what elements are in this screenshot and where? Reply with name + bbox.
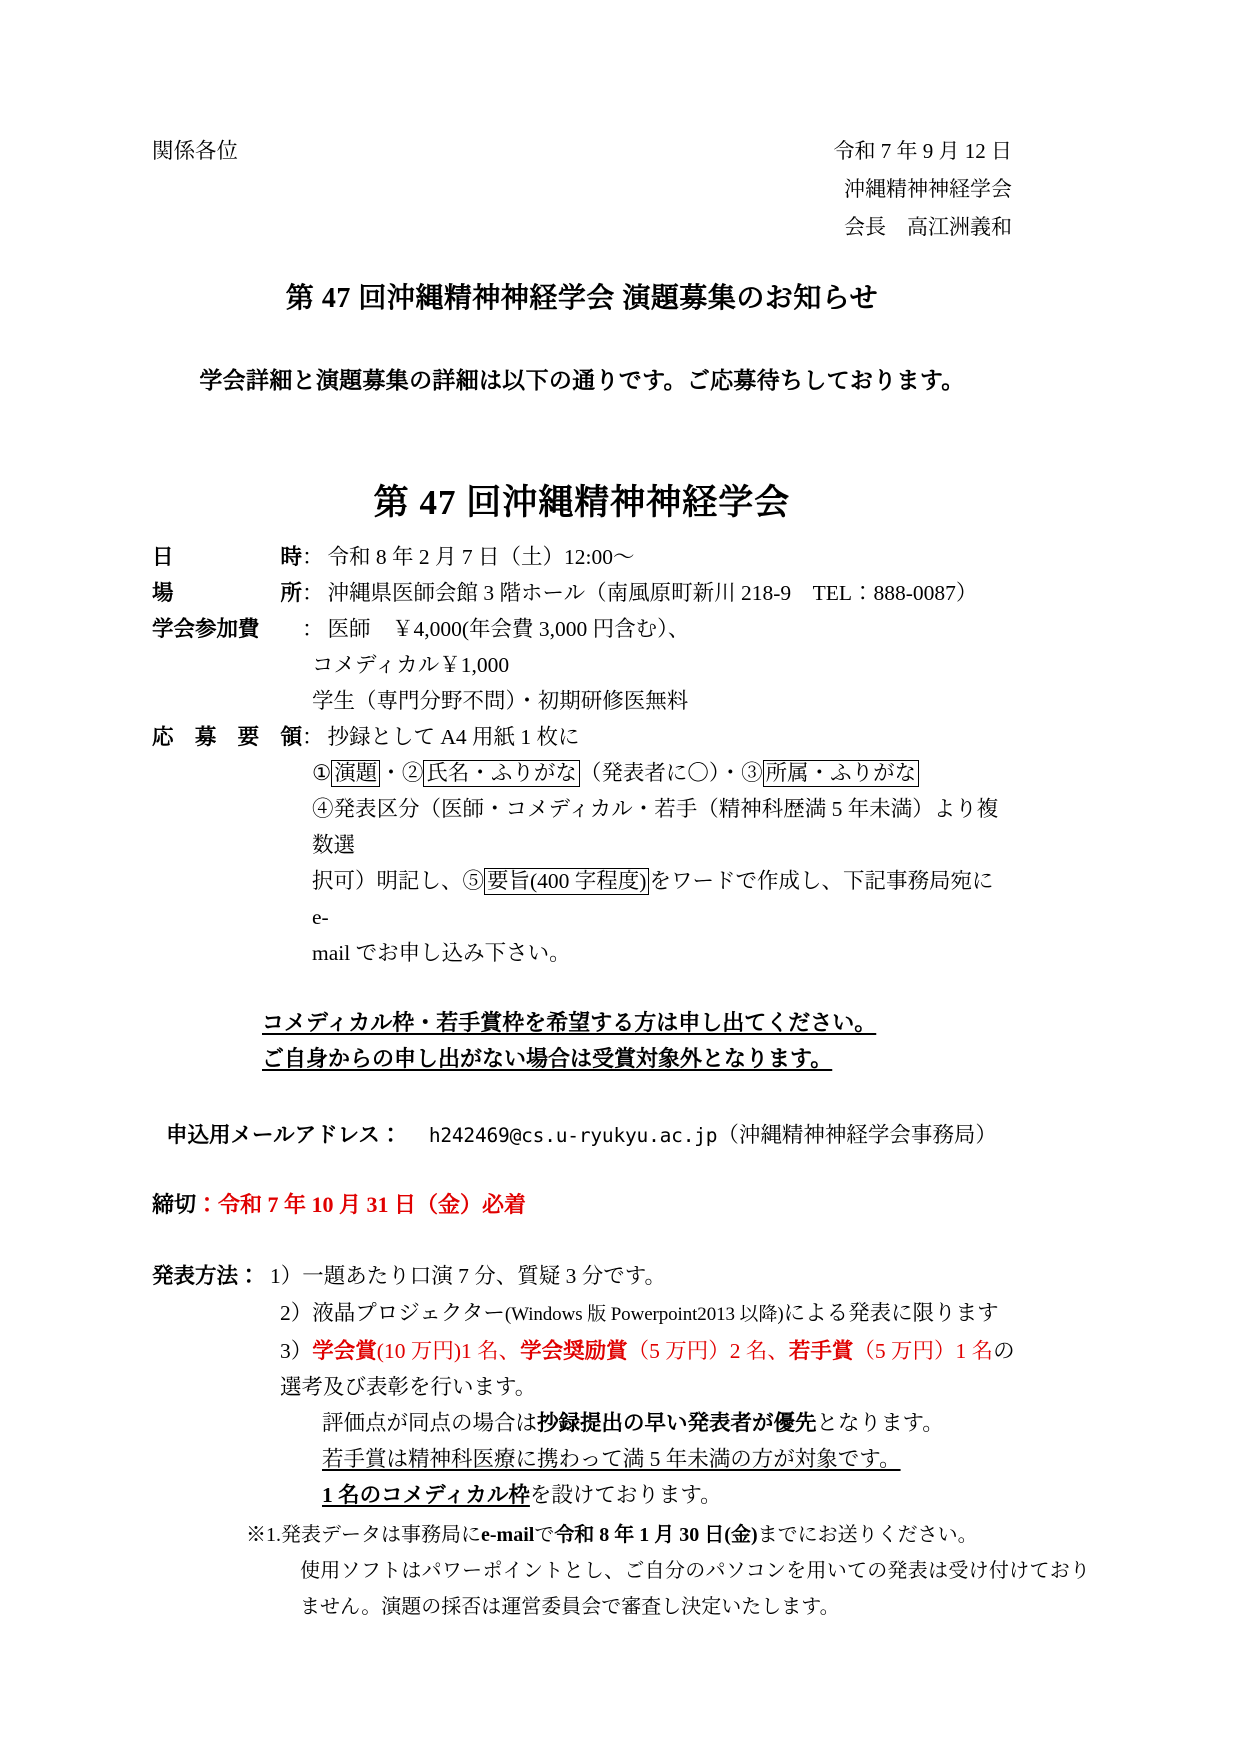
detail-colon: ：	[302, 545, 324, 569]
deadline-value: 令和 7 年 10 月 31 日（金）必着	[218, 1192, 527, 1217]
detail-label-application: 応 募 要 領	[152, 725, 302, 749]
note-1-due-date: 令和 8 年 1 月 30 日(金)	[554, 1524, 758, 1546]
mail-label: 申込用メールアドレス：	[166, 1123, 402, 1147]
conference-title: 第 47 回沖縄精神神経学会	[373, 483, 791, 522]
method-item-3	[152, 1333, 1015, 1369]
issuer-organization: 沖縄精神神経学会	[844, 177, 1012, 201]
method-item-3-next: 選考及び表彰を行います。	[280, 1375, 537, 1399]
application-line-4-b: をワードで作成し、下記事務局宛に e-	[312, 869, 994, 929]
note-1-c: までにお送りください。	[757, 1524, 978, 1546]
method-item-1: 1）一題あたり口演 7 分、質疑 3 分です。	[270, 1264, 667, 1288]
detail-colon: ：	[302, 581, 324, 605]
header-block	[152, 132, 1012, 246]
application-items-row	[152, 755, 1012, 791]
notice-subtitle: 学会詳細と演題募集の詳細は以下の通りです。ご応募待ちしております。	[199, 368, 965, 393]
deadline-label: 締切	[152, 1192, 197, 1217]
emphasis-line-1: コメディカル枠・若手賞枠を希望する方は申し出てください。	[262, 1010, 877, 1035]
award-2-amount: （5 万円）2 名、	[627, 1339, 789, 1363]
detail-row-application	[152, 719, 1012, 755]
method-sub-1-emphasis: 抄録提出の早い発表者が優先	[537, 1411, 817, 1435]
note-1-a: ※1.発表データは事務局に	[246, 1524, 481, 1546]
award-1-amount: (10 万円)1 名、	[376, 1339, 521, 1363]
emphasis-line-2: ご自身からの申し出がない場合は受賞対象外となります。	[262, 1046, 833, 1071]
method-item-2-a: 2）液晶プロジェクター	[280, 1301, 505, 1325]
document-body	[152, 132, 1090, 1625]
item-2-after: （発表者に〇）・	[579, 761, 742, 785]
deadline-row	[152, 1188, 1012, 1222]
details-list	[152, 539, 1012, 971]
item-marker-2: ②	[401, 761, 424, 785]
note-1-email-keyword: e-mail	[481, 1524, 535, 1546]
method-item-3-marker: 3）	[280, 1339, 313, 1363]
detail-label-fee: 学会参加費	[152, 617, 260, 641]
method-item-3-tail: の	[993, 1339, 1015, 1363]
detail-row-datetime	[152, 539, 1012, 575]
method-sub-1	[152, 1405, 1012, 1441]
method-sub-1-a: 評価点が同点の場合は	[322, 1411, 538, 1435]
boxed-name-furigana: 氏名・ふりがな	[423, 760, 580, 787]
item-marker-3: ③	[741, 761, 763, 785]
note-1	[152, 1517, 1012, 1553]
detail-label-datetime: 日 時	[152, 545, 302, 569]
method-sub-3	[152, 1477, 1012, 1513]
boxed-presentation-title: 演題	[331, 760, 380, 787]
application-line-1: 抄録として A4 用紙 1 枚に	[327, 725, 580, 749]
award-3-name: 若手賞	[788, 1339, 854, 1363]
detail-colon: ：	[302, 725, 324, 749]
application-line-4	[152, 863, 1012, 935]
method-label: 発表方法：	[152, 1264, 260, 1288]
method-sub-2-text: 若手賞は精神科医療に携わって満 5 年未満の方が対象です。	[322, 1447, 901, 1471]
award-3-amount: （5 万円）1 名	[853, 1339, 994, 1363]
application-line-4-a: 択可）明記し、⑤	[312, 869, 485, 893]
application-line-3: ④発表区分（医師・コメディカル・若手（精神科歴満 5 年未満）より複数選	[312, 797, 999, 857]
boxed-abstract-length: 要旨(400 字程度)	[484, 868, 649, 895]
method-sub-3-emphasis: 1 名のコメディカル枠	[322, 1483, 530, 1507]
issuer-chair: 会長 高江洲義和	[844, 215, 1012, 239]
detail-row-venue	[152, 575, 1012, 611]
method-block	[152, 1258, 1015, 1513]
boxed-affiliation-furigana: 所属・ふりがな	[763, 760, 920, 787]
method-sub-3-tail: を設けております。	[529, 1483, 722, 1507]
mail-row	[152, 1117, 1012, 1154]
mail-note: （沖縄精神神経学会事務局）	[717, 1123, 997, 1147]
award-2-name: 学会奨励賞	[520, 1339, 628, 1363]
method-sub-1-b: となります。	[816, 1411, 944, 1435]
issue-date: 令和 7 年 9 月 12 日	[833, 139, 1012, 163]
detail-value-fee-line2: コメディカル￥1,000	[312, 653, 510, 677]
detail-colon: ：	[302, 617, 324, 641]
notice-title: 第 47 回沖縄精神神経学会 演題募集のお知らせ	[285, 283, 879, 314]
deadline-colon: ：	[196, 1192, 219, 1217]
mail-address[interactable]: h242469@cs.u-ryukyu.ac.jp	[428, 1124, 718, 1147]
detail-row-fee	[152, 611, 1012, 647]
item-separator-1: ・	[380, 761, 402, 785]
method-item-2-software: (Windows 版 Powerpoint2013 以降)	[504, 1304, 784, 1325]
note-1-b: で	[534, 1524, 555, 1546]
detail-value-fee-line3: 学生（専門分野不問）・初期研修医無料	[312, 689, 689, 713]
note-2: 使用ソフトはパワーポイントとし、ご自分のパソコンを用いての発表は受け付けておりません。演題の採否は運営委員会で審査し決定いたします。	[300, 1560, 1090, 1618]
detail-value-datetime: 令和 8 年 2 月 7 日（土）12:00〜	[327, 545, 635, 569]
method-sub-2	[152, 1441, 1012, 1477]
detail-value-venue: 沖縄県医師会館 3 階ホール（南風原町新川 218-9 TEL：888-0087）	[327, 581, 978, 605]
application-line-5: mail でお申し込み下さい。	[312, 941, 571, 965]
method-item-2-b: による発表に限ります	[783, 1301, 999, 1325]
item-marker-1: ①	[312, 761, 332, 785]
addressee: 関係各位	[152, 139, 239, 163]
detail-value-fee-line1: 医師 ￥4,000(年会費 3,000 円含む）、	[327, 617, 690, 641]
detail-label-venue: 場 所	[152, 581, 302, 605]
emphasis-block	[152, 1005, 1012, 1077]
issuer-block	[834, 132, 1013, 246]
notes-block	[152, 1517, 1090, 1625]
method-item-2	[152, 1295, 1012, 1333]
award-1-name: 学会賞	[312, 1339, 377, 1363]
method-row-1	[152, 1258, 1012, 1295]
